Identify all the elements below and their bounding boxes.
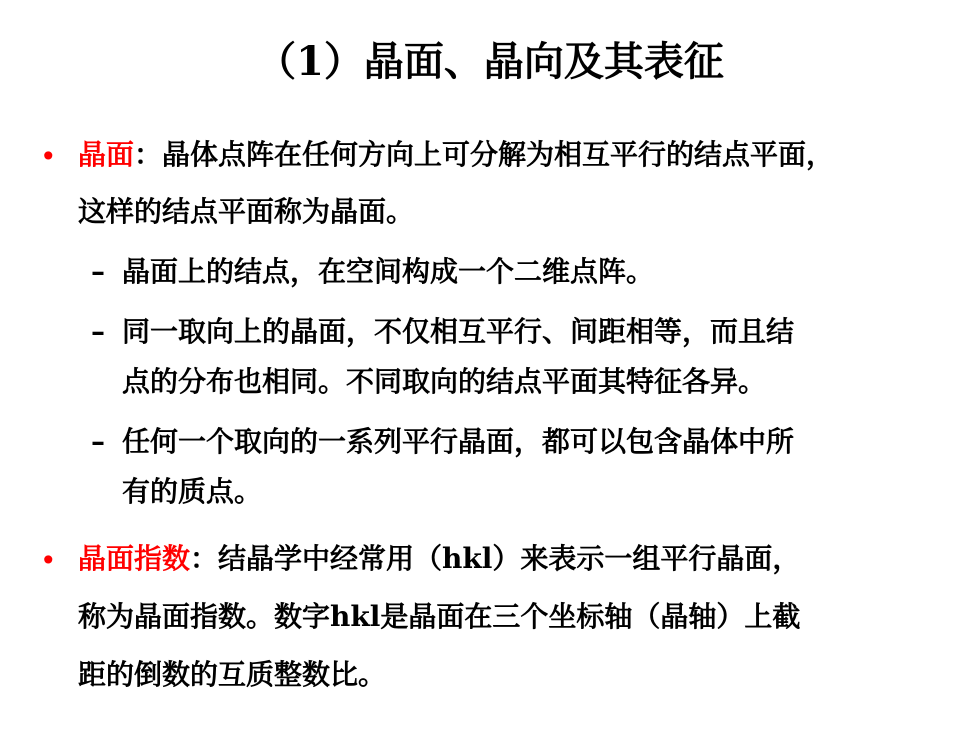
bullet-1-text-1: ：晶体点阵在任何方向上可分解为相互平行的结点平面， [134, 138, 835, 171]
slide-title: （1）晶面、晶向及其表征 [256, 38, 724, 85]
bullet-marker-2: • [40, 544, 57, 577]
sub-marker-2: – [91, 315, 105, 348]
bullet-2-line-2: 称为晶面指数。数字hkl是晶面在三个坐标轴（晶轴）上截 [78, 600, 801, 633]
bullet-2-line-3: 距的倒数的互质整数比。 [78, 658, 387, 691]
bullet-1-term: 晶面 [78, 138, 135, 171]
bullet-1-line-1 [78, 135, 834, 175]
subitem-1-line-1: 晶面上的结点，在空间构成一个二维点阵。 [122, 255, 655, 288]
subitem-3-line-1: 任何一个取向的一系列平行晶面，都可以包含晶体中所 [122, 425, 795, 458]
bullet-2-text-1: ：结晶学中经常用（hkl）来表示一组平行晶面， [190, 542, 801, 575]
sub-marker-1: – [91, 255, 105, 288]
subitem-2-line-1: 同一取向上的晶面，不仅相互平行、间距相等，而且结 [122, 315, 795, 348]
bullet-1-line-2: 这样的结点平面称为晶面。 [78, 195, 415, 228]
subitem-3-line-2: 有的质点。 [122, 475, 263, 508]
subitem-2-line-2: 点的分布也相同。不同取向的结点平面其特征各异。 [122, 365, 767, 398]
sub-marker-3: – [91, 425, 105, 458]
bullet-2-line-1 [78, 539, 800, 579]
bullet-marker-1: • [40, 140, 57, 173]
bullet-2-term: 晶面指数 [78, 542, 191, 575]
